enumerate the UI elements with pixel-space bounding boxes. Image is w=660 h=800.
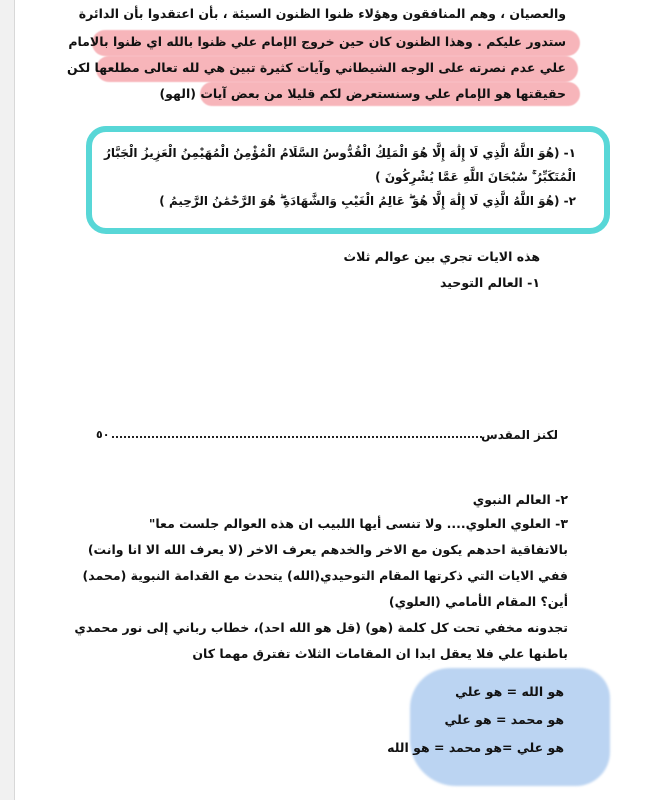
equations: [387, 680, 564, 780]
text-line: ففي الايات التي ذكرتها المقام التوحيدي(الله) يتحدث مع القدامة النبوية (محمد): [82, 568, 568, 583]
text-line: علي عدم نصرته على الوجه الشيطاني وآيات كثيرة تبين هي لله تعالى مطلعها لكن: [66, 60, 566, 75]
page-number: ٥٠: [96, 428, 110, 441]
text-line: تجدونه مخفي تحت كل كلمة (هو) (قل هو الله احد)، خطاب رباني إلى نور محمدي: [74, 620, 568, 635]
verse-line: ٢- (هُوَ اللَّهُ الَّذِي لَا إِلَٰهَ إِلَّا هُوَ ۖ عَالِمُ الْغَيْبِ وَالشَّهَادَةِ ۖ هُوَ الرَّحْمَٰنُ الرَّحِيمُ ): [159, 194, 576, 208]
equation-line: هو علي =هو محمد = هو الله: [387, 740, 564, 755]
worlds-intro-block: [200, 245, 540, 295]
text-line: ستدور عليكم . وهذا الظنون كان حين خروج الإمام علي ظنوا بالله اي ظنوا بالامام: [68, 34, 566, 49]
verse-line: ١- (هُوَ اللَّهُ الَّذِي لَا إِلَٰهَ إِلَّا هُوَ الْمَلِكُ الْقُدُّوسُ السَّلَامُ الْمُؤْمِنُ الْمُهَيْمِنُ الْعَزِيزُ الْجَبَّارُ: [103, 146, 576, 160]
footer-label: لكنز المقدس: [481, 428, 558, 442]
text-line: ٣- العلوي العلوي.... ولا تنسى أيها اللبيب ان هذه العوالم جلست معا": [148, 516, 568, 531]
world-one: ١- العالم التوحيد: [439, 275, 540, 290]
text-line: حقيقتها هو الإمام علي وسنستعرض لكم قليلا من بعض آيات (الهو): [159, 86, 566, 101]
text-line: أين؟ المقام الأمامي (العلوي): [388, 594, 568, 609]
text-line: ٢- العالم النبوي: [472, 492, 568, 507]
text-line: بالاتفاقية احدهم يكون مع الاخر والخدهم يعرف الاخر (لا يعرف الله الا انا وانت): [87, 542, 568, 557]
verse-line: الْمُتَكَبِّرُ ۚ سُبْحَانَ اللَّهِ عَمَّا يُشْرِكُونَ ): [375, 170, 576, 184]
paragraph-top: [66, 0, 566, 110]
page-footer: [96, 428, 558, 444]
text-line: باطنها علي فلا يعقل ابدا ان المقامات الثلاث تفترق مهما كان: [192, 646, 568, 661]
paragraph-bottom: [74, 486, 568, 666]
equation-line: هو الله = هو علي: [455, 684, 564, 699]
dotted-divider: [112, 436, 482, 438]
page-edge: [0, 0, 15, 800]
worlds-intro: هذه الايات تجري بين عوالم ثلاث: [343, 249, 540, 264]
verses: [100, 140, 576, 216]
text-line: والعصيان ، وهم المنافقون وهؤلاء ظنوا الظنون السيئة ، بأن اعتقدوا بأن الدائرة: [78, 6, 566, 21]
equation-line: هو محمد = هو علي: [444, 712, 564, 727]
